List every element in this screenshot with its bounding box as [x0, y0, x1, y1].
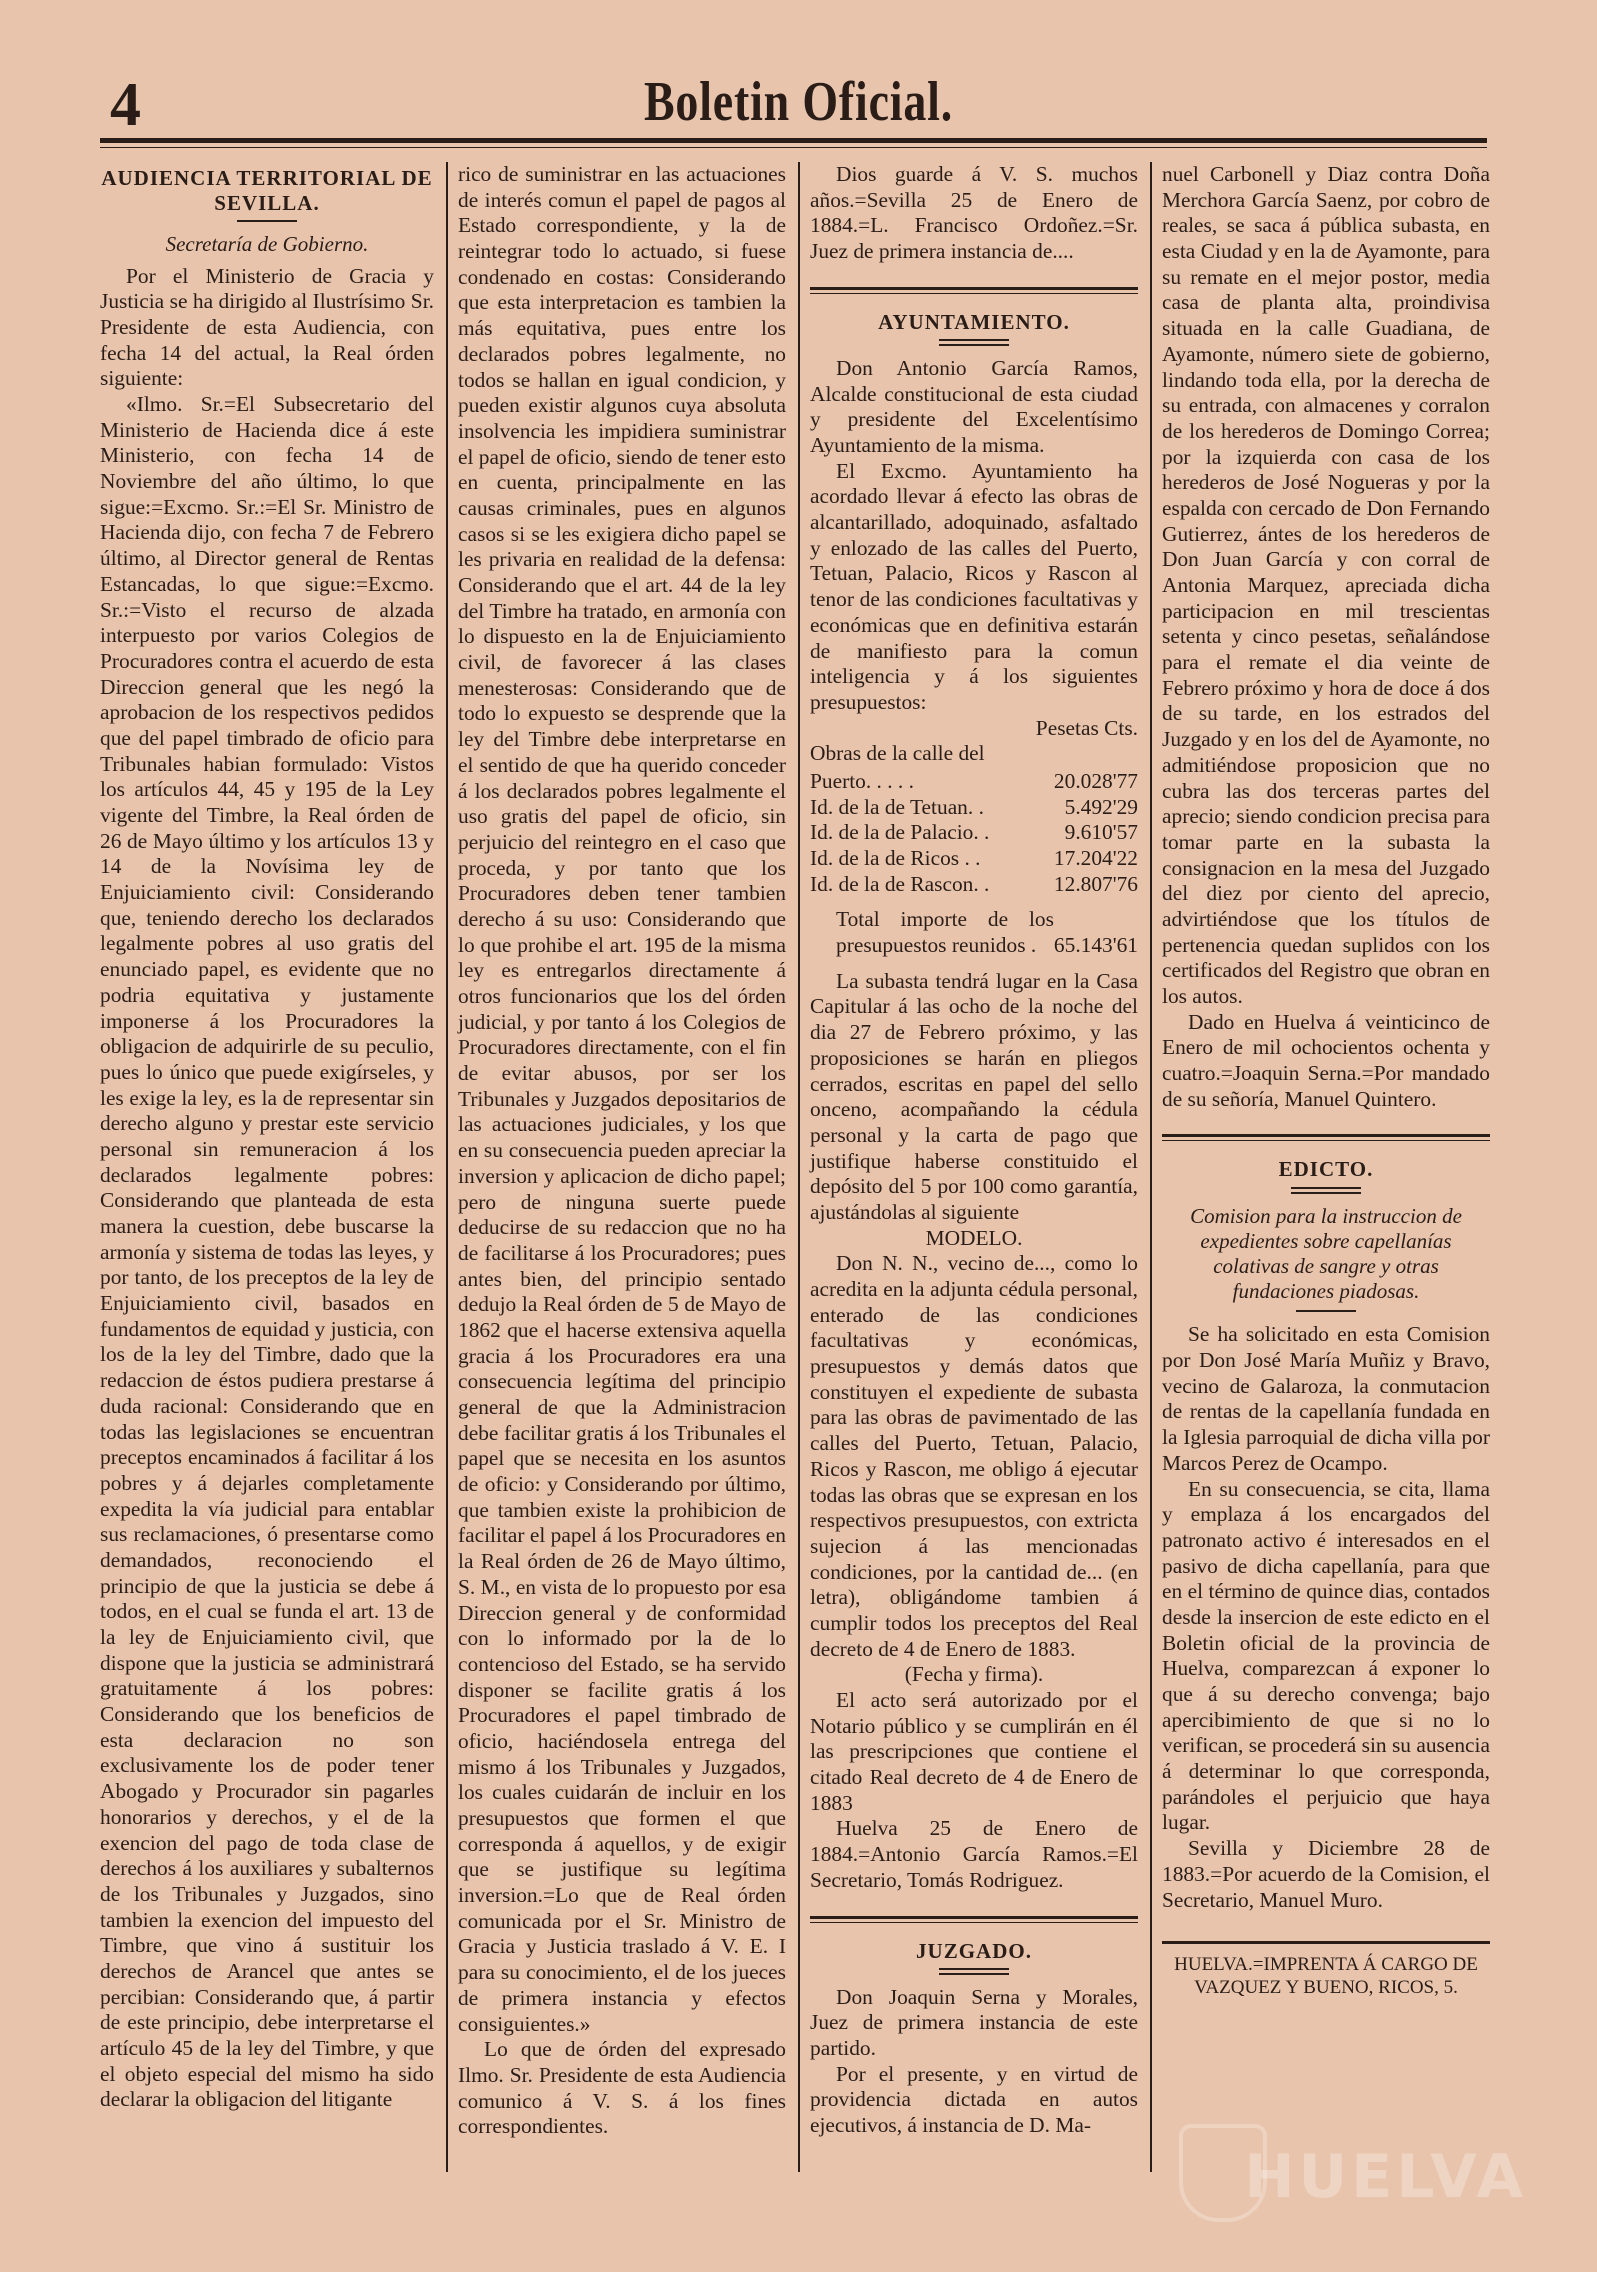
imprint-line: HUELVA.=IMPRENTA Á CARGO DE VAZQUEZ Y BUENO, RICOS, 5.	[1174, 1954, 1478, 1998]
paragraph: «Ilmo. Sr.=El Subsecretario del Ministerio de Hacienda dice á este Ministerio, con fecha 14 de Noviembre del año último, lo que sigue:=Excmo. Sr.:=El Sr. Ministro de Hacienda dijo, con fecha 7 de Febrero último, al Director general de Rentas Estancadas, lo que sigue:=Excmo. Sr.:=Visto el recurso de alzada interpuesto por varios Colegios de Procuradores contra el acuerdo de esta Direccion general que les negó la aprobacion de los respectivos pedidos que del papel timbrado de oficio para Tribunales habian formulado: Vistos los artículos 44, 45 y 195 de la Ley vigente del Timbre, la Real órden de 26 de Mayo último y los artículos 13 y 14 de la Novísima ley de Enjuiciamiento civil: Considerando que, teniendo derecho los declarados legalmente pobres al uso gratis del enunciado papel, es evidente que no podria equitativa y justamente imponerse á los Procuradores la obligacion de adquirirle de su peculio, pues lo único que puede exigírseles, y les exige la ley, es la de representar sin derecho alguno y prestar este servicio personal sin remuneracion á los declarados legalmente pobres: Considerando que planteada de esta manera la cuestion, debe buscarse la armonía y sistema de todas las leyes, y por tanto, de los preceptos de la ley de Enjuiciamiento civil, basados en fundamentos de equidad y justicia, con los de la ley del Timbre, dado que la redaccion de éstos pudiera prestarse á duda racional: Considerando que en todas las legislaciones se encuentran preceptos encaminados á facilitar á los pobres y á dejarles completamente expedita la vía judicial para entablar sus reclamaciones, ó presentarse como demandados, reconociendo el principio de que la justicia se debe á todos, en el cual se funda el art. 13 de la ley de Enjuiciamiento civil, que dispone que la justicia se administrará gratuitamente á los pobres: Considerando que los beneficios de esta declaracion no son exclusivamente los de poder tener Abogado y Procurador sin pagarles honorarios y derechos, y el de la exencion del pago de toda clase de derechos á los auxiliares y subalternos de los Tribunales y Juzgados, sino tambien la exencion del impuesto del Timbre, que vino á sustituir los derechos de Arancel que antes se percibian: Considerando que, á partir de este principio, debe interpretarse el artículo 45 de la ley del Timbre, y que el objeto especial del mismo ha sido declarar la obligacion del litigante	[100, 392, 434, 2112]
column-4	[1156, 162, 1490, 2172]
columns-container	[100, 162, 1490, 2172]
column-2	[452, 162, 792, 2172]
paragraph: Don Antonio García Ramos, Alcalde constitucional de esta ciudad y presidente del Excelentísimo Ayuntamiento de la misma.	[810, 355, 1138, 457]
paragraph: rico de suministrar en las actuaciones de interés comun el papel de pagos al Estado correspondiente, y la de reintegrar todo lo actuado, si fuese condenado en costas: Considerando que esta interpretacion es tambien la más equitativa, pues entre los declarados pobres legalmente, no todos se hallan en igual condicion, y pueden existir algunos cuya absoluta insolvencia les impidiera suministrar el papel de oficio, siendo de tener esto en cuenta, principalmente en las causas criminales, pues en algunos casos si se les exigiera dicho papel se les privaria en realidad de la defensa: Considerando que el art. 44 de la ley del Timbre ha tratado, en armonía con lo dispuesto en la de Enjuiciamiento civil, de favorecer á las clases menesterosas: Considerando que de todo lo expuesto se desprende que la ley del Timbre debe interpretarse en el sentido de que ha querido conceder á los declarados pobres legalmente el uso gratis del papel de oficio, sin perjuicio del reintegro en el caso que proceda, y por tanto que los Procuradores deben tener tambien derecho á su uso: Considerando que lo que prohibe el art. 195 de la misma ley es entregarlos directamente á otros funcionarios que los del órden judicial, y por tanto á los Colegios de Procuradores directamente, con el fin de evitar abusos, por ser los Tribunales y Juzgados depositarios de las actuaciones judiciales, y los que en su consecuencia pueden apreciar la inversion y aplicacion de dicho papel; pero de ninguna suerte puede deducirse de su redaccion que no ha de facilitarse á los Procuradores; pues antes bien, del principio sentado dedujo la Real órden de 5 de Mayo de 1862 que el hacerse extensiva aquella gracia á los Procuradores era una consecuencia legítima del principio general de que la Administracion debe facilitar gratis á los Tribunales el papel que se necesita en los asuntos de oficio: y Considerando por último, que tambien existe la prohibicion de facilitar el papel á los Procuradores en la Real órden de 26 de Mayo último, S. M., en vista de lo propuesto por esa Direccion general y de conformidad con lo informado por la de lo contencioso del Estado, se ha servido disponer se facilite gratis á los Procuradores el papel timbrado de oficio, haciéndosela entrega del mismo á los Tribunales y Juzgados, los cuales cuidarán de incluir en los presupuestos que formen el que corresponda á aquellos, y de exigir que se justifique su legítima inversion.=Lo que de Real órden comunicada por el Sr. Ministro de Gracia y Justicia traslado á V. E. I para su conocimiento, el de los jueces de primera instancia y efectos consiguientes.»	[458, 162, 786, 2036]
budget-label: Id. de la de Tetuan. .	[810, 794, 984, 819]
budget-amount: 5.492'29	[1064, 794, 1138, 819]
budget-amount: 12.807'76	[1053, 871, 1138, 896]
section-separator	[810, 1916, 1138, 1923]
paragraph: Por el presente, y en virtud de providencia dictada en autos ejecutivos, á instancia de D. Ma-	[810, 2061, 1138, 2138]
table-row	[810, 846, 1138, 872]
paragraph: Huelva 25 de Enero de 1884.=Antonio García Ramos.=El Secretario, Tomás Rodriguez.	[810, 1816, 1138, 1892]
section-heading-ayuntamiento: AYUNTAMIENTO.	[878, 309, 1070, 334]
section-subheading: Secretaría de Gobierno.	[165, 232, 369, 257]
paragraph: El acto será autorizado por el Notario público y se cumplirán en él las prescripciones que contiene el citado Real decreto de 4 de Enero de 1883	[810, 1688, 1138, 1815]
paragraph: Don Joaquin Serna y Morales, Juez de primera instancia de este partido.	[810, 1984, 1138, 2061]
table-row	[810, 872, 1138, 898]
paragraph: Dado en Huelva á veinticinco de Enero de mil ochocientos ochenta y cuatro.=Joaquin Serna.=Por mandado de su señoría, Manuel Quintero.	[1162, 1009, 1490, 1111]
section-separator	[810, 287, 1138, 294]
section-heading-edicto: EDICTO.	[1278, 1157, 1374, 1182]
paragraph: Por el Ministerio de Gracia y Justicia se ha dirigido al Ilustrísimo Sr. Presidente de esta Audiencia, con fecha 14 del actual, la Real órden siguiente:	[100, 263, 434, 391]
budget-amount: 20.028'77	[1053, 768, 1138, 793]
paragraph: La subasta tendrá lugar en la Casa Capitular á las ocho de la noche del dia 27 de Febrero próximo, y las proposiciones se harán en pliegos cerrados, escritas en papel del sello onceno, acompañando la cédula personal y la carta de pago que justifique haberse constituido el depósito del 5 por 100 como garantía, ajustándolas al siguiente	[810, 968, 1138, 1224]
section-heading-juzgado: JUZGADO.	[916, 1938, 1032, 1963]
fecha-firma: (Fecha y firma).	[904, 1662, 1044, 1687]
budget-amount: 9.610'57	[1064, 820, 1138, 845]
budget-amount: 17.204'22	[1053, 846, 1138, 870]
masthead-title: Boletin Oficial.	[643, 71, 954, 133]
budget-unit-label: Pesetas Cts.	[1035, 715, 1138, 740]
budget-label: Id. de la de Rascon. .	[810, 871, 990, 896]
table-row	[810, 795, 1138, 821]
budget-label: Id. de la de Ricos . .	[810, 846, 981, 870]
header-rule-thin	[100, 147, 1487, 148]
section-separator	[1162, 1134, 1490, 1141]
section-heading-audiencia: AUDIENCIA TERRITORIAL DE SEVILLA.	[101, 166, 433, 216]
header-rule	[100, 138, 1487, 143]
heading-double-rule	[1291, 1187, 1361, 1194]
modelo-heading: MODELO.	[925, 1225, 1023, 1250]
page-number: 4	[110, 71, 141, 139]
paragraph: Don N. N., vecino de..., como lo acredita en la adjunta cédula personal, enterado de las condiciones facultativas y económicas, presupuestos y demás datos que constituyen el expediente de subasta para las obras de pavimentado de las calles del Puerto, Tetuan, Palacio, Ricos y Rascon, me obligo á ejecutar todas las obras que se expresan en los respectivos presupuestos, con extricta sujecion á las mencionadas condiciones, por la cantidad de... (en letra), obligándome tambien á cumplir todos los preceptos del Real decreto de 4 de Enero de 1883.	[810, 1251, 1138, 1661]
watermark: HUELVA	[1244, 2142, 1527, 2212]
budget-total-label: Total importe de los presupuestos reunidos .	[836, 907, 1054, 958]
section-subheading: Comision para la instruccion de expedientes sobre capellanías colativas de sangre y otras fundaciones piadosas.	[1190, 1203, 1462, 1304]
table-row	[810, 820, 1138, 846]
paragraph: Dios guarde á V. S. muchos años.=Sevilla 25 de Enero de 1884.=L. Francisco Ordoñez.=Sr. Juez de primera instancia de....	[810, 162, 1138, 264]
budget-intro: Obras de la calle del	[810, 741, 985, 766]
paragraph: Se ha solicitado en esta Comision por Don José María Muñiz y Bravo, vecino de Galaroza, la conmutacion de rentas de la capellanía fundada en la Iglesia parroquial de dicha villa por Marcos Perez de Ocampo.	[1162, 1322, 1490, 1475]
budget-table	[810, 769, 1138, 959]
heading-dash	[1296, 1310, 1356, 1312]
footer-rule	[1162, 1941, 1490, 1944]
paragraph: Lo que de órden del expresado Ilmo. Sr. Presidente de esta Audiencia comunico á V. S. á los fines correspondientes.	[458, 2037, 786, 2139]
heading-dash	[237, 220, 297, 222]
column-3	[804, 162, 1144, 2172]
budget-total-amount: 65.143'61	[1053, 933, 1138, 958]
paragraph: En su consecuencia, se cita, llama y emplaza á los encargados del patronato activo é interesados en el pasivo de dicha capellanía, para que en el término de quince dias, contados desde la insercion de este edicto en el Boletin oficial de la provincia de Huelva, comparezcan á exponer lo que á su derecho convenga; bajo apercibimiento de que si no lo verifican, se procederá sin su ausencia á determinar lo que corresponda, parándoles el perjuicio que haya lugar.	[1162, 1476, 1490, 1835]
paragraph: Sevilla y Diciembre 28 de 1883.=Por acuerdo de la Comision, el Secretario, Manuel Muro.	[1162, 1836, 1490, 1912]
heading-double-rule	[939, 1968, 1009, 1975]
budget-label: Puerto. . . . .	[810, 768, 914, 793]
table-row	[810, 769, 1138, 795]
paragraph: El Excmo. Ayuntamiento ha acordado llevar á efecto las obras de alcantarillado, adoquinado, asfaltado y enlozado de las calles del Puerto, Tetuan, Palacio, Ricos y Rascon al tenor de las condiciones facultativas y económicas que en definitiva estarán de manifiesto para la comun inteligencia y á los siguientes presupuestos:	[810, 458, 1138, 714]
budget-label: Id. de la de Palacio. .	[810, 820, 990, 845]
heading-double-rule	[939, 339, 1009, 346]
paragraph: nuel Carbonell y Diaz contra Doña Merchora García Saenz, por cobro de reales, se saca á pública subasta, en esta Ciudad y en la de Ayamonte, para su remate en el mejor postor, media casa de planta alta, proindivisa situada en la calle Guadiana, de Ayamonte, número siete de gobierno, lindando toda ella, por la derecha de su entrada, con almacenes y corralon de los herederos de Domingo Correa; por la izquierda con casa de los herederos de José Nogueras y por la espalda con cercado de Don Fernando Gutierrez, ántes de los herederos de Don Juan García y con corral de Antonia Marquez, apreciada dicha participacion en mil trescientas setenta y cinco pesetas, señalándose para el remate el dia veinte de Febrero próximo y hora de doce á dos de su tarde, en los estrados del Juzgado y en los del de Ayamonte, no admitiéndose proposicion que no cubra las dos terceras partes del aprecio; siendo condicion precisa para tomar parte en la subasta la consignacion en la mesa del Juzgado del diez por ciento del aprecio, advirtiéndose que los títulos de pertenencia quedan suplidos con los certificados del Registro que obran en los autos.	[1162, 162, 1490, 1008]
table-row-total	[810, 897, 1138, 958]
column-1	[100, 162, 440, 2172]
